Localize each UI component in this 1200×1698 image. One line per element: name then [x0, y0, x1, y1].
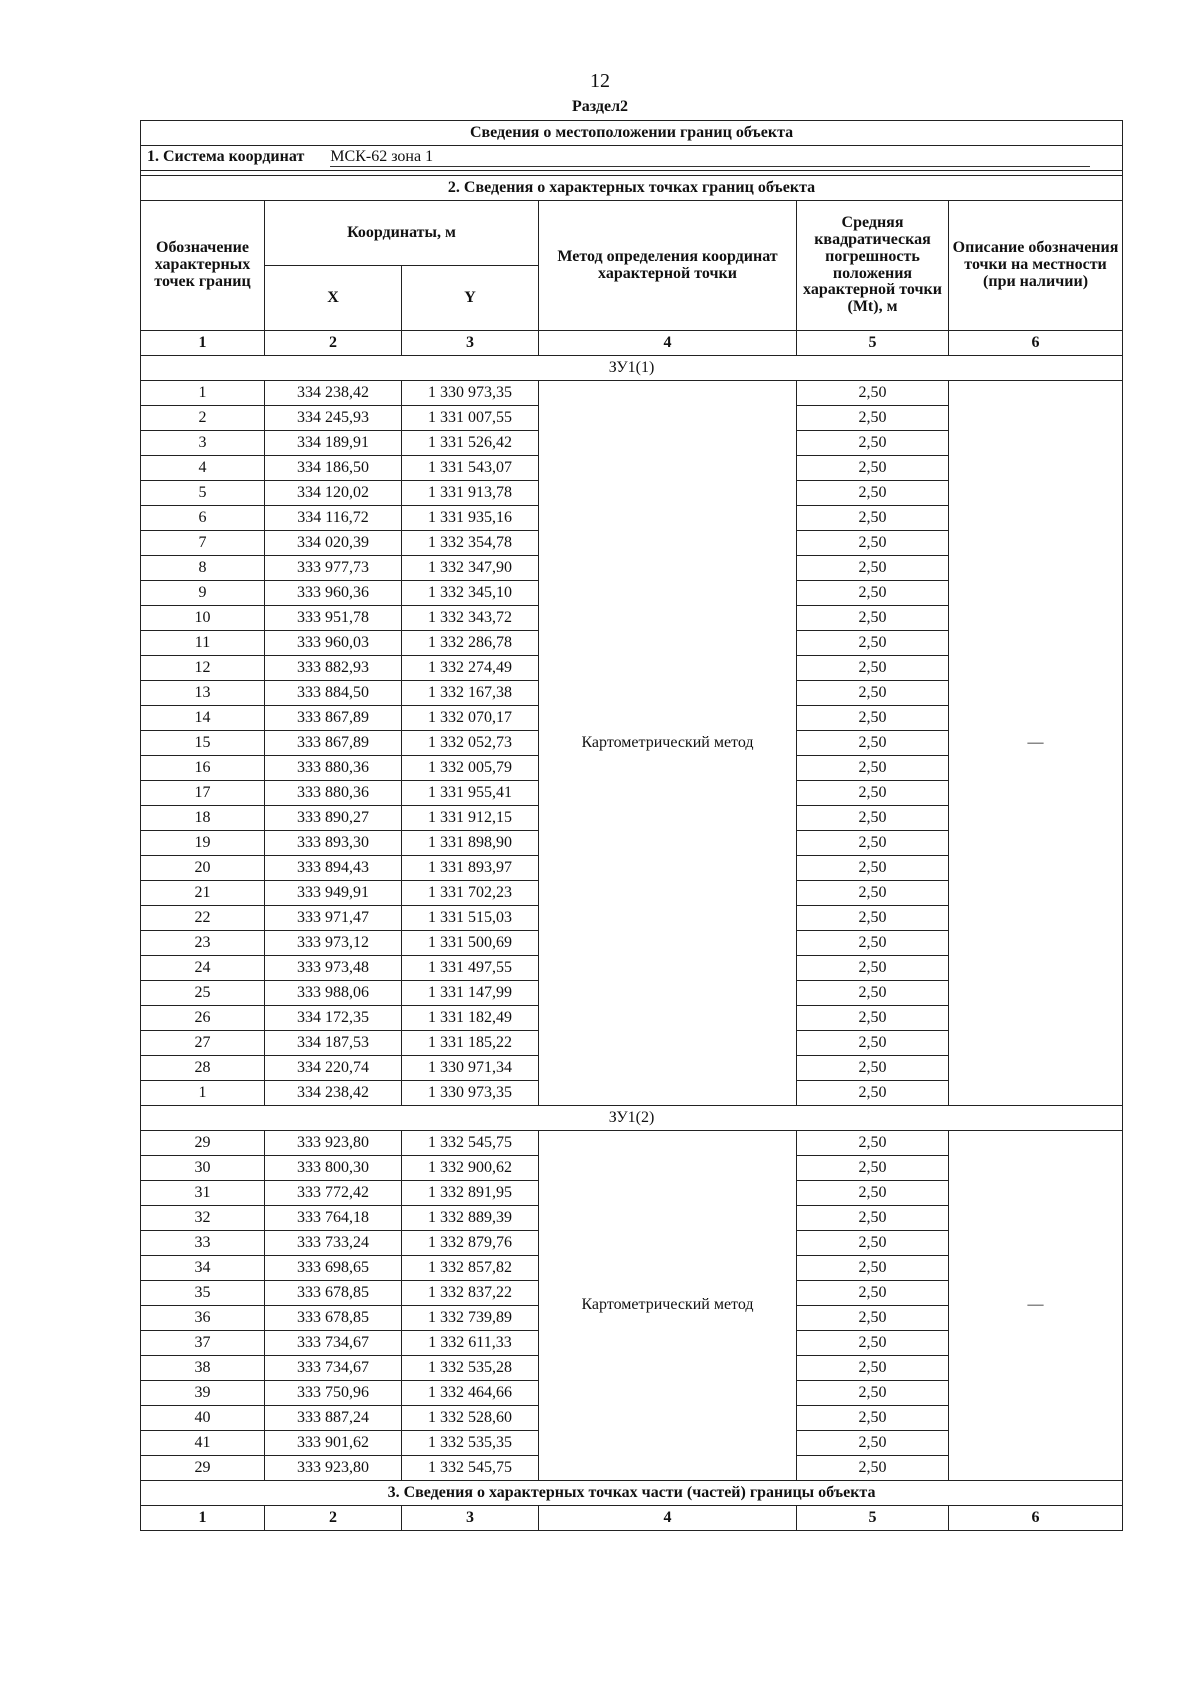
coord-x: 334 187,53 [265, 1031, 402, 1056]
point-number: 38 [141, 1356, 265, 1381]
error-value: 2,50 [797, 1381, 949, 1406]
error-value: 2,50 [797, 781, 949, 806]
coord-x: 333 951,78 [265, 606, 402, 631]
error-value: 2,50 [797, 931, 949, 956]
coord-y: 1 332 857,82 [402, 1256, 539, 1281]
error-value: 2,50 [797, 756, 949, 781]
coord-y: 1 332 545,75 [402, 1131, 539, 1156]
header-coordinates: Координаты, м [265, 201, 539, 266]
coord-y: 1 331 955,41 [402, 781, 539, 806]
coord-y: 1 332 879,76 [402, 1231, 539, 1256]
coord-x: 334 172,35 [265, 1006, 402, 1031]
coord-x: 333 960,36 [265, 581, 402, 606]
coord-y: 1 332 611,33 [402, 1331, 539, 1356]
section-title: Раздел2 [571, 98, 629, 115]
error-value: 2,50 [797, 1081, 949, 1106]
coord-x: 333 880,36 [265, 781, 402, 806]
description-cell: — [949, 1131, 1123, 1481]
coord-y: 1 330 973,35 [402, 381, 539, 406]
coord-y: 1 331 515,03 [402, 906, 539, 931]
error-value: 2,50 [797, 831, 949, 856]
error-value: 2,50 [797, 431, 949, 456]
error-value: 2,50 [797, 556, 949, 581]
coord-y: 1 332 167,38 [402, 681, 539, 706]
error-value: 2,50 [797, 481, 949, 506]
group-row [141, 356, 1123, 381]
error-value: 2,50 [797, 506, 949, 531]
coord-system-value: МСК-62 зона 1 [330, 149, 1090, 167]
coord-x: 333 734,67 [265, 1331, 402, 1356]
error-value: 2,50 [797, 1231, 949, 1256]
error-value: 2,50 [797, 806, 949, 831]
column-number: 5 [797, 331, 949, 356]
point-number: 1 [141, 1081, 265, 1106]
coord-x: 333 733,24 [265, 1231, 402, 1256]
error-value: 2,50 [797, 956, 949, 981]
subsection3-title: 3. Сведения о характерных точках части (частей) границы объекта [141, 1481, 1123, 1506]
coord-y: 1 331 898,90 [402, 831, 539, 856]
coord-x: 333 880,36 [265, 756, 402, 781]
coord-x: 334 120,02 [265, 481, 402, 506]
column-numbers-row [141, 331, 1123, 356]
coord-y: 1 331 007,55 [402, 406, 539, 431]
error-value: 2,50 [797, 606, 949, 631]
coord-y: 1 332 528,60 [402, 1406, 539, 1431]
coord-x: 333 887,24 [265, 1406, 402, 1431]
coord-y: 1 332 345,10 [402, 581, 539, 606]
point-number: 34 [141, 1256, 265, 1281]
error-value: 2,50 [797, 1406, 949, 1431]
method-cell: Картометрический метод [539, 1131, 797, 1481]
error-value: 2,50 [797, 1031, 949, 1056]
coord-x: 333 882,93 [265, 656, 402, 681]
column-number: 3 [402, 331, 539, 356]
column-number: 6 [949, 331, 1123, 356]
error-value: 2,50 [797, 656, 949, 681]
coord-y: 1 331 913,78 [402, 481, 539, 506]
point-number: 14 [141, 706, 265, 731]
point-number: 21 [141, 881, 265, 906]
coord-x: 333 772,42 [265, 1181, 402, 1206]
point-number: 5 [141, 481, 265, 506]
coord-x: 334 238,42 [265, 1081, 402, 1106]
point-number: 18 [141, 806, 265, 831]
coord-y: 1 330 971,34 [402, 1056, 539, 1081]
header-description: Описание обозначения точки на местности (при наличии) [949, 201, 1123, 331]
coord-y: 1 331 543,07 [402, 456, 539, 481]
table-row [141, 1131, 1123, 1156]
point-number: 39 [141, 1381, 265, 1406]
coord-y: 1 332 837,22 [402, 1281, 539, 1306]
error-value: 2,50 [797, 381, 949, 406]
coord-x: 333 971,47 [265, 906, 402, 931]
coord-y: 1 332 739,89 [402, 1306, 539, 1331]
point-number: 30 [141, 1156, 265, 1181]
point-number: 24 [141, 956, 265, 981]
coord-x: 333 678,85 [265, 1281, 402, 1306]
coord-system-label: 1. Система координат [147, 148, 305, 166]
coord-x: 333 923,80 [265, 1131, 402, 1156]
error-value: 2,50 [797, 881, 949, 906]
coord-x: 333 734,67 [265, 1356, 402, 1381]
point-number: 35 [141, 1281, 265, 1306]
header-y: Y [402, 266, 539, 331]
error-value: 2,50 [797, 1256, 949, 1281]
point-number: 10 [141, 606, 265, 631]
coord-x: 333 867,89 [265, 731, 402, 756]
coord-x: 333 901,62 [265, 1431, 402, 1456]
point-number: 20 [141, 856, 265, 881]
point-number: 19 [141, 831, 265, 856]
coord-x: 333 893,30 [265, 831, 402, 856]
coord-x: 333 988,06 [265, 981, 402, 1006]
coord-y: 1 332 354,78 [402, 531, 539, 556]
column-number: 2 [265, 331, 402, 356]
coord-y: 1 332 889,39 [402, 1206, 539, 1231]
error-value: 2,50 [797, 1356, 949, 1381]
coord-x: 334 020,39 [265, 531, 402, 556]
coord-y: 1 332 343,72 [402, 606, 539, 631]
error-value: 2,50 [797, 1006, 949, 1031]
point-number: 29 [141, 1131, 265, 1156]
coord-x: 333 894,43 [265, 856, 402, 881]
point-number: 7 [141, 531, 265, 556]
coord-x: 333 960,03 [265, 631, 402, 656]
coord-y: 1 332 535,35 [402, 1431, 539, 1456]
point-number: 15 [141, 731, 265, 756]
column-numbers-row-2 [141, 1506, 1123, 1531]
error-value: 2,50 [797, 1056, 949, 1081]
error-value: 2,50 [797, 906, 949, 931]
coord-y: 1 331 497,55 [402, 956, 539, 981]
coord-y: 1 332 347,90 [402, 556, 539, 581]
point-number: 33 [141, 1231, 265, 1256]
header-error: Средняя квадратическая погрешность положения характерной точки (Mt), м [797, 201, 949, 331]
coord-y: 1 331 147,99 [402, 981, 539, 1006]
error-value: 2,50 [797, 531, 949, 556]
error-value: 2,50 [797, 581, 949, 606]
point-number: 11 [141, 631, 265, 656]
point-number: 17 [141, 781, 265, 806]
header-x: X [265, 266, 402, 331]
group-name: ЗУ1(1) [141, 356, 1123, 381]
coord-y: 1 331 500,69 [402, 931, 539, 956]
page-number: 12 [590, 70, 610, 92]
error-value: 2,50 [797, 406, 949, 431]
group-row [141, 1106, 1123, 1131]
point-number: 41 [141, 1431, 265, 1456]
coord-y: 1 331 526,42 [402, 431, 539, 456]
coord-x: 333 890,27 [265, 806, 402, 831]
coord-y: 1 332 545,75 [402, 1456, 539, 1481]
error-value: 2,50 [797, 981, 949, 1006]
error-value: 2,50 [797, 1431, 949, 1456]
coord-y: 1 332 900,62 [402, 1156, 539, 1181]
point-number: 8 [141, 556, 265, 581]
coord-y: 1 331 185,22 [402, 1031, 539, 1056]
point-number: 29 [141, 1456, 265, 1481]
column-number: 2 [265, 1506, 402, 1531]
coord-x: 333 867,89 [265, 706, 402, 731]
error-value: 2,50 [797, 1206, 949, 1231]
group-name: ЗУ1(2) [141, 1106, 1123, 1131]
coord-y: 1 332 891,95 [402, 1181, 539, 1206]
error-value: 2,50 [797, 631, 949, 656]
point-number: 32 [141, 1206, 265, 1231]
coord-x: 334 238,42 [265, 381, 402, 406]
point-number: 25 [141, 981, 265, 1006]
coord-x: 334 116,72 [265, 506, 402, 531]
error-value: 2,50 [797, 1331, 949, 1356]
point-number: 22 [141, 906, 265, 931]
error-value: 2,50 [797, 1156, 949, 1181]
coord-x: 333 977,73 [265, 556, 402, 581]
point-number: 9 [141, 581, 265, 606]
column-number: 4 [539, 1506, 797, 1531]
coord-x: 334 220,74 [265, 1056, 402, 1081]
subsection2-title: 2. Сведения о характерных точках границ объекта [141, 176, 1123, 201]
error-value: 2,50 [797, 706, 949, 731]
description-cell: — [949, 381, 1123, 1106]
table-row [141, 381, 1123, 406]
error-value: 2,50 [797, 856, 949, 881]
coord-x: 334 189,91 [265, 431, 402, 456]
coord-x: 333 923,80 [265, 1456, 402, 1481]
point-number: 37 [141, 1331, 265, 1356]
point-number: 16 [141, 756, 265, 781]
coord-y: 1 331 893,97 [402, 856, 539, 881]
column-number: 6 [949, 1506, 1123, 1531]
column-number: 1 [141, 331, 265, 356]
column-number: 1 [141, 1506, 265, 1531]
coord-x: 333 764,18 [265, 1206, 402, 1231]
coord-y: 1 332 070,17 [402, 706, 539, 731]
point-number: 23 [141, 931, 265, 956]
point-number: 2 [141, 406, 265, 431]
point-number: 3 [141, 431, 265, 456]
error-value: 2,50 [797, 1281, 949, 1306]
coord-y: 1 331 702,23 [402, 881, 539, 906]
error-value: 2,50 [797, 456, 949, 481]
coord-x: 333 973,12 [265, 931, 402, 956]
point-number: 27 [141, 1031, 265, 1056]
point-number: 26 [141, 1006, 265, 1031]
coord-y: 1 332 052,73 [402, 731, 539, 756]
coord-x: 333 750,96 [265, 1381, 402, 1406]
coord-x: 333 949,91 [265, 881, 402, 906]
error-value: 2,50 [797, 731, 949, 756]
coord-x: 333 800,30 [265, 1156, 402, 1181]
point-number: 31 [141, 1181, 265, 1206]
boundary-table [140, 120, 1123, 1531]
header-point-designation: Обозначение характерных точек границ [141, 201, 265, 331]
point-number: 13 [141, 681, 265, 706]
coord-y: 1 332 005,79 [402, 756, 539, 781]
column-number: 4 [539, 331, 797, 356]
coord-y: 1 331 912,15 [402, 806, 539, 831]
coord-y: 1 332 535,28 [402, 1356, 539, 1381]
table-title: Сведения о местоположении границ объекта [141, 121, 1123, 146]
header-method: Метод определения координат характерной точки [539, 201, 797, 331]
coord-x: 334 186,50 [265, 456, 402, 481]
point-number: 36 [141, 1306, 265, 1331]
coord-y: 1 332 464,66 [402, 1381, 539, 1406]
coord-y: 1 332 286,78 [402, 631, 539, 656]
point-number: 40 [141, 1406, 265, 1431]
column-number: 5 [797, 1506, 949, 1531]
coord-y: 1 332 274,49 [402, 656, 539, 681]
coord-x: 333 698,65 [265, 1256, 402, 1281]
coord-system-row [141, 146, 1123, 171]
coord-x: 334 245,93 [265, 406, 402, 431]
coord-x: 333 678,85 [265, 1306, 402, 1331]
error-value: 2,50 [797, 681, 949, 706]
coord-x: 333 884,50 [265, 681, 402, 706]
error-value: 2,50 [797, 1306, 949, 1331]
coord-y: 1 330 973,35 [402, 1081, 539, 1106]
point-number: 4 [141, 456, 265, 481]
point-number: 12 [141, 656, 265, 681]
method-cell: Картометрический метод [539, 381, 797, 1106]
error-value: 2,50 [797, 1181, 949, 1206]
coord-y: 1 331 935,16 [402, 506, 539, 531]
error-value: 2,50 [797, 1456, 949, 1481]
point-number: 1 [141, 381, 265, 406]
point-number: 28 [141, 1056, 265, 1081]
point-number: 6 [141, 506, 265, 531]
coord-x: 333 973,48 [265, 956, 402, 981]
coord-y: 1 331 182,49 [402, 1006, 539, 1031]
error-value: 2,50 [797, 1131, 949, 1156]
column-number: 3 [402, 1506, 539, 1531]
